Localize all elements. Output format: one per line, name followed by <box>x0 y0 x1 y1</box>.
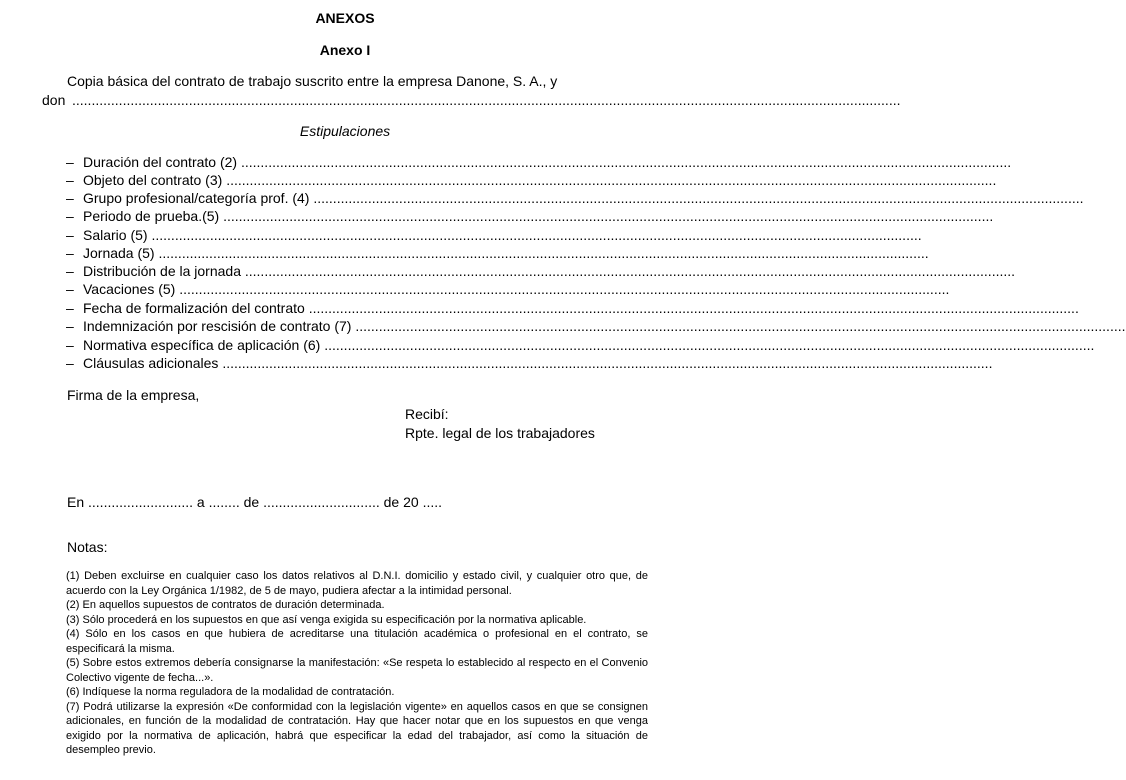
date-place-line: En ........................... a ........ de .............................. de 20 ..... <box>67 494 443 510</box>
dash-glyph: – <box>66 355 74 371</box>
dash-glyph: – <box>66 300 74 316</box>
stipulation-label: Distribución de la jornada <box>83 263 241 279</box>
stipulation-label: Cláusulas adicionales <box>83 355 219 371</box>
stipulation-item: – Grupo profesional/categoría prof. (4) ...................................................................................................................................................................................................... <box>66 190 1084 206</box>
stipulation-label: Salario (5) <box>83 227 148 243</box>
stipulation-item: – Objeto del contrato (3) ...................................................................................................................................................................................................... <box>66 172 997 188</box>
note-item: (3) Sólo procederá en los supuestos en que así venga exigida su especificación por la normativa aplicable. <box>66 613 587 626</box>
stipulation-item: – Vacaciones (5) ...................................................................................................................................................................................................... <box>66 281 950 297</box>
intro-line-2-prefix: don <box>42 92 66 108</box>
dash-glyph: – <box>66 281 74 297</box>
stipulation-label: Fecha de formalización del contrato <box>83 300 305 316</box>
company-signature-label: Firma de la empresa, <box>67 387 200 403</box>
dash-glyph: – <box>66 245 74 261</box>
stipulation-item: – Indemnización por rescisión de contrato (7) ...................................................................................................................................................................................................... <box>66 318 1126 334</box>
stipulation-item: – Cláusulas adicionales ...................................................................................................................................................................................................... <box>66 355 993 371</box>
document-title: ANEXOS <box>315 10 375 26</box>
dash-glyph: – <box>66 154 74 170</box>
dash-glyph: – <box>66 172 74 188</box>
stipulation-label: Vacaciones (5) <box>83 281 176 297</box>
stipulation-label: Duración del contrato (2) <box>83 154 238 170</box>
stipulation-label: Objeto del contrato (3) <box>83 172 223 188</box>
note-item: (6) Indíquese la norma reguladora de la modalidad de contratación. <box>66 686 395 698</box>
note-item: (2) En aquellos supuestos de contratos de duración determinada. <box>66 599 385 611</box>
workers-rep-label: Rpte. legal de los trabajadores <box>405 425 595 441</box>
note-item: (1) Deben excluirse en cualquier caso los datos relativos al D.N.I. domicilio y estado civil, y cualquier otro que, de acuerdo con la Ley Orgánica 1/1982, de 5 de mayo, pudiera afectar a la intimidad personal. <box>66 570 648 597</box>
dash-glyph: – <box>66 337 74 353</box>
stipulation-item: – Periodo de prueba.(5) ...................................................................................................................................................................................................... <box>66 208 994 224</box>
notes-heading: Notas: <box>67 539 108 555</box>
stipulation-label: Grupo profesional/categoría prof. (4) <box>83 190 310 206</box>
stipulation-item: – Salario (5) ...................................................................................................................................................................................................... <box>66 227 922 243</box>
notes-list <box>42 569 648 758</box>
intro-line-1: Copia básica del contrato de trabajo suscrito entre la empresa Danone, S. A., y <box>67 73 558 89</box>
stipulation-item: – Distribución de la jornada ...................................................................................................................................................................................................... <box>66 263 1016 279</box>
annex-title: Anexo I <box>319 42 371 58</box>
stipulation-item: – Jornada (5) ...................................................................................................................................................................................................... <box>66 245 929 261</box>
intro-name-blank: ..................................................................................................................................................................................................................... <box>72 92 901 108</box>
stipulation-item: – Normativa específica de aplicación (6) ...................................................................................................................................................................................................... <box>66 337 1095 353</box>
stipulation-label: Periodo de prueba.(5) <box>83 208 220 224</box>
dash-glyph: – <box>66 263 74 279</box>
stipulations-heading: Estipulaciones <box>299 123 391 139</box>
stipulation-item: – Fecha de formalización del contrato ...................................................................................................................................................................................................... <box>66 300 1079 316</box>
dash-glyph: – <box>66 190 74 206</box>
stipulation-label: Indemnización por rescisión de contrato (7) <box>83 318 352 334</box>
dash-glyph: – <box>66 227 74 243</box>
note-item: (5) Sobre estos extremos debería consignarse la manifestación: «Se respeta lo establecido al respecto en el Convenio Colectivo vigente de fecha...». <box>66 657 648 684</box>
dash-glyph: – <box>66 318 74 334</box>
note-item: (4) Sólo en los casos en que hubiera de acreditarse una titulación académica o profesional en el contrato, se especificará la misma. <box>66 628 648 655</box>
stipulation-label: Jornada (5) <box>83 245 155 261</box>
note-item: (7) Podrá utilizarse la expresión «De conformidad con la legislación vigente» en aquellos casos en que se consignen adicionales, en función de la modalidad de contratación. Hay que hacer notar que en los supuestos en que venga exigido por la normativa de aplicación, habrá que especificar la edad del trabajador, así como la situación de desempleo previo. <box>66 700 648 756</box>
stipulation-item: – Duración del contrato (2) ...................................................................................................................................................................................................... <box>66 154 1012 170</box>
stipulation-label: Normativa específica de aplicación (6) <box>83 337 321 353</box>
received-label: Recibí: <box>405 406 449 422</box>
dash-glyph: – <box>66 208 74 224</box>
